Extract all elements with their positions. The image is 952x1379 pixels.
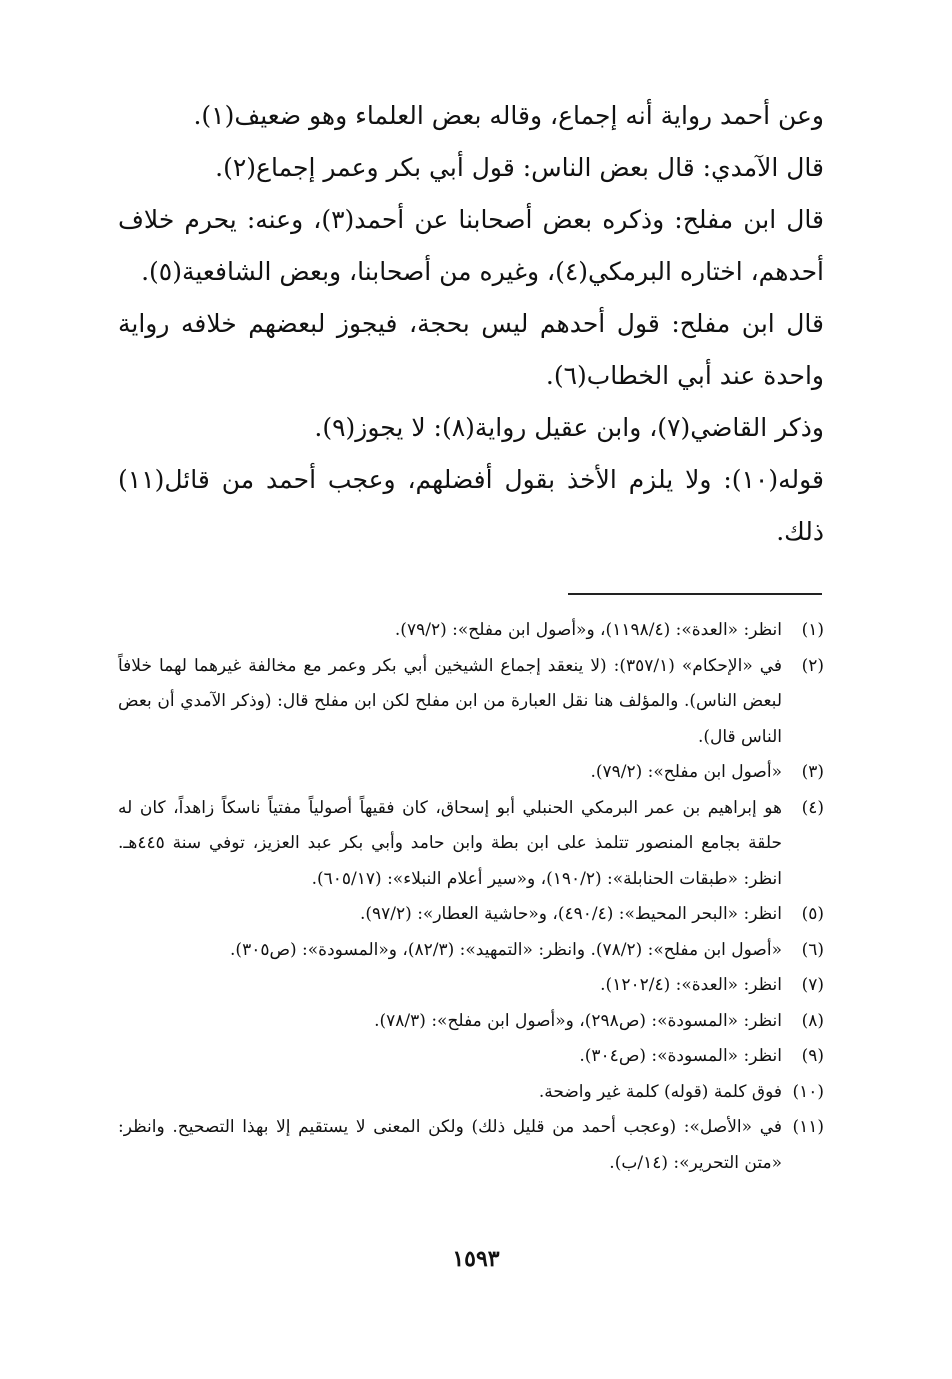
- footnote: [118, 649, 824, 756]
- footnote: [118, 968, 824, 1004]
- footnote-text: في «الأصل»: (وعجب أحمد من قليل ذلك) ولكن المعنى لا يستقيم إلا بهذا التصحيح. وانظر: «متن التحرير»: (١٤/ب).: [118, 1117, 782, 1173]
- paragraph: وعن أحمد رواية أنه إجماع، وقاله بعض العلماء وهو ضعيف(١).: [193, 101, 824, 130]
- footnote: [118, 791, 824, 898]
- footnote-text: فوق كلمة (قوله) كلمة غير واضحة.: [538, 1081, 782, 1102]
- footnote-number: (٢): [801, 655, 824, 676]
- paragraph: قال الآمدي: قال بعض الناس: قول أبي بكر وعمر إجماع(٢).: [215, 153, 824, 182]
- footnote-number: (٣): [801, 762, 824, 782]
- page-number: ١٥٩٣: [452, 1246, 500, 1272]
- footnote: [118, 897, 824, 933]
- footnote: [118, 1110, 824, 1181]
- footnote-text: انظر: «العدة»: (١١٩٨/٤)، و«أصول ابن مفلح»: (٧٩/٢).: [394, 620, 782, 640]
- footnote-number: (٦): [801, 939, 824, 960]
- footnote: [118, 1004, 824, 1040]
- footnote-text: في «الإحكام» (٣٥٧/١): (لا ينعقد إجماع الشيخين أبي بكر وعمر مع مخالفة غيرهما لهما خلافاً لبعض الناس). والمؤلف هنا نقل العبارة من ابن مفلح لكن ابن مفلح قال: (وذكر الآمدي أن بعض الناس قال).: [118, 655, 782, 747]
- footnote: [118, 933, 824, 969]
- footnote-number: (١): [801, 620, 824, 640]
- footnote-text: «أصول ابن مفلح»: (٧٩/٢).: [590, 762, 782, 782]
- footnote-number: (٨): [801, 1010, 824, 1031]
- paragraph: قال ابن مفلح: قول أحدهم ليس بحجة، فيجوز لبعضهم خلافه رواية واحدة عند أبي الخطاب(٦).: [118, 309, 824, 390]
- footnote-text: انظر: «البحر المحيط»: (٤٩٠/٤)، و«حاشية العطار»: (٩٧/٢).: [359, 904, 782, 924]
- footnotes: [118, 613, 824, 1181]
- footnote-number: (١١): [792, 1117, 824, 1137]
- paragraph: قوله(١٠): ولا يلزم الأخذ بقول أفضلهم، وعجب أحمد من قائل(١١) ذلك.: [118, 465, 824, 546]
- paragraph: وذكر القاضي(٧)، وابن عقيل رواية(٨): لا يجوز(٩).: [314, 413, 824, 442]
- footnote-text: انظر: «المسودة»: (ص٣٠٤).: [579, 1046, 782, 1066]
- footnote: [118, 755, 824, 791]
- main-text: [118, 90, 824, 558]
- footnote-text: «أصول ابن مفلح»: (٧٨/٢). وانظر: «التمهيد»: (٨٢/٣)، و«المسودة»: (ص٣٠٥).: [230, 939, 782, 960]
- footnote-number: (١٠): [792, 1081, 824, 1102]
- footnote-number: (٥): [801, 904, 824, 924]
- footnote-text: انظر: «العدة»: (١٢٠٢/٤).: [600, 975, 782, 995]
- footnote: [118, 613, 824, 649]
- footnote-separator: [568, 593, 822, 595]
- footnote-text: هو إبراهيم بن عمر البرمكي الحنبلي أبو إسحاق، كان فقيهاً أصولياً مفتياً ناسكاً زاهداً، كان له حلقة بجامع المنصور تتلمذ على ابن بطة وابن حامد وأبي بكر عبد العزيز، توفي سنة ٤٤٥هـ. انظر: «طبقات الحنابلة»: (١٩٠/٢)، و«سير أعلام النبلاء»: (٦٠٥/١٧).: [118, 797, 782, 889]
- paragraph: قال ابن مفلح: وذكره بعض أصحابنا عن أحمد(٣)، وعنه: يحرم خلاف أحدهم، اختاره البرمكي(٤)، وغيره من أصحابنا، وبعض الشافعية(٥).: [118, 205, 824, 286]
- footnote-number: (٧): [801, 975, 824, 995]
- footnote: [118, 1039, 824, 1075]
- footnote: [118, 1075, 824, 1111]
- footnote-number: (٩): [801, 1046, 824, 1066]
- footnote-number: (٤): [801, 797, 824, 818]
- footnote-text: انظر: «المسودة»: (ص٢٩٨)، و«أصول ابن مفلح»: (٧٨/٣).: [374, 1010, 782, 1031]
